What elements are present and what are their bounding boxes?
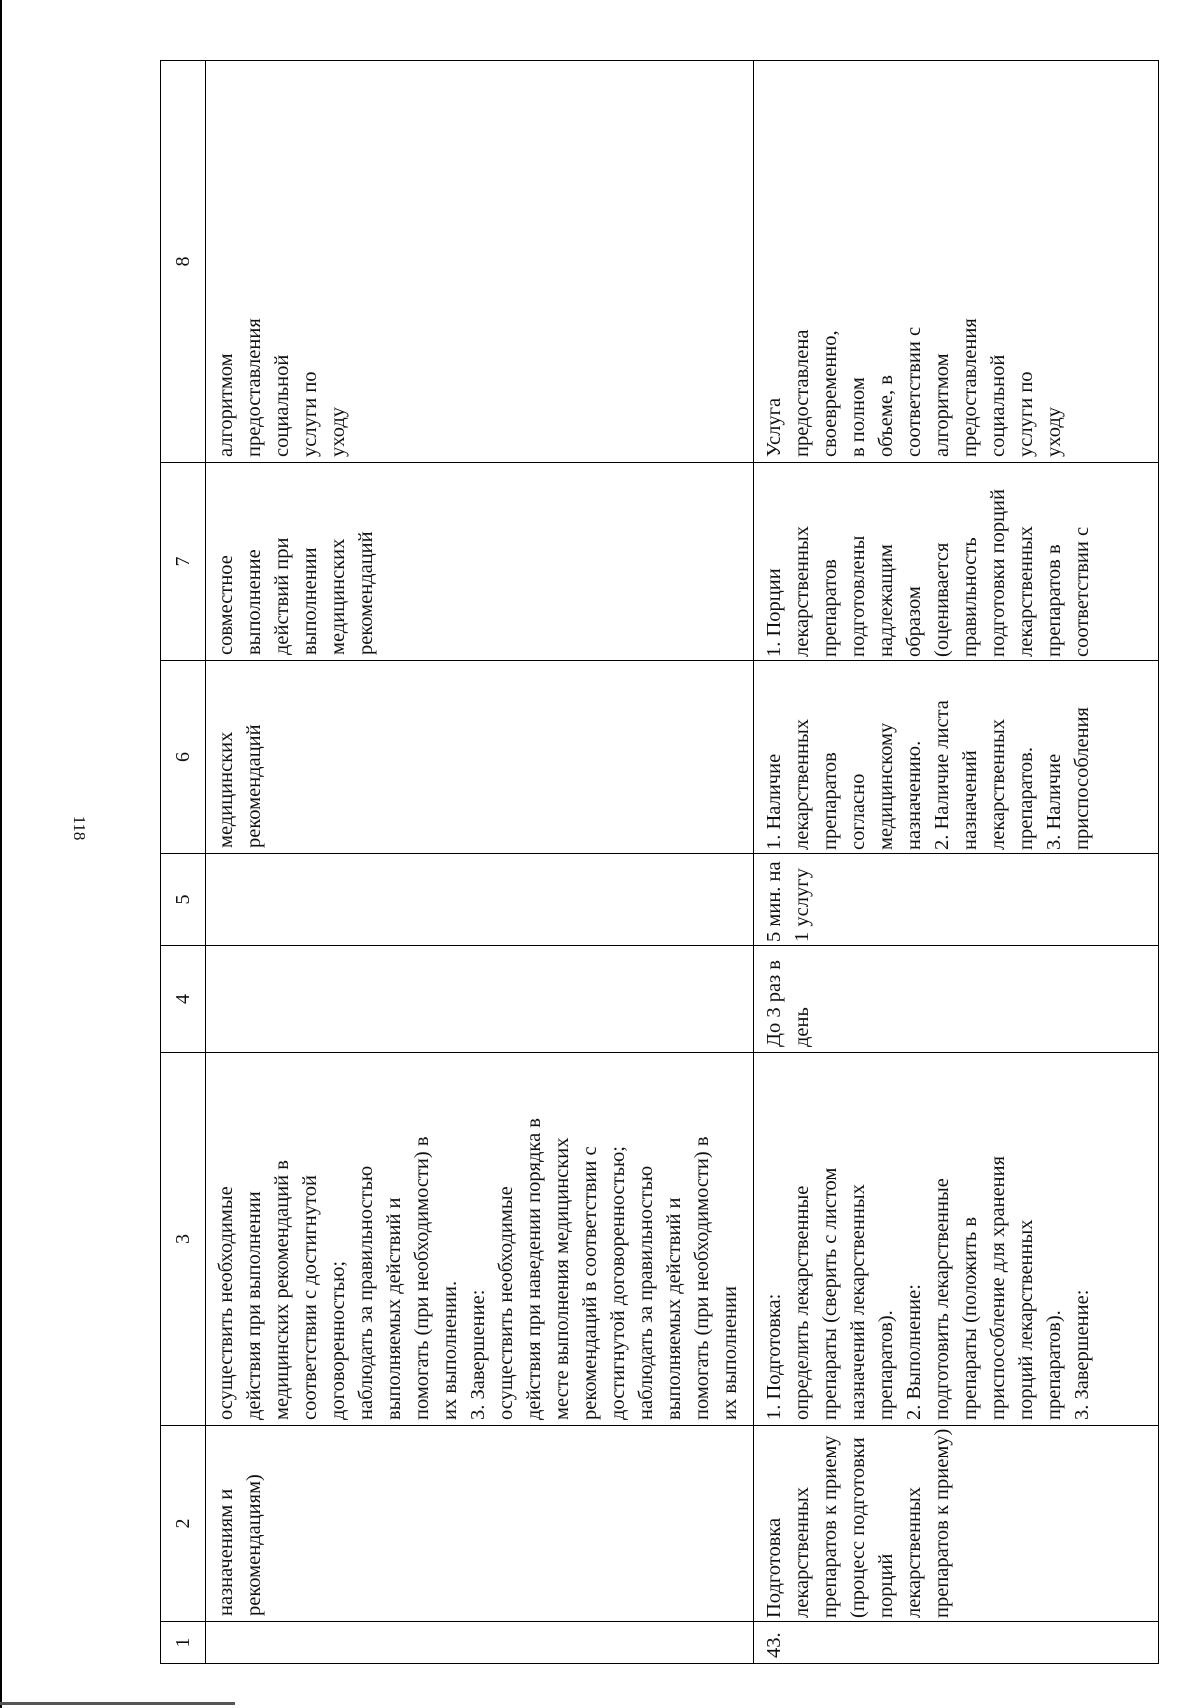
conditions-cell: 1. Наличие лекарственных препаратов согласно медицинскому назначению. 2. Наличие листа назначений лекарственных препаратов. 3. Наличие приспособления (754, 661, 1159, 854)
row-number-cell (206, 1622, 754, 1664)
column-header: 2 (161, 1426, 206, 1622)
scan-edge-bottom (0, 1702, 235, 1705)
result-evaluation-cell: алгоритмом предоставления социальной услуги по уходу (206, 61, 754, 463)
services-table (160, 60, 1159, 1664)
table-header-row (161, 61, 206, 1664)
frequency-cell: До 3 раз в день (754, 946, 1159, 1053)
service-name-cell: Подготовка лекарственных препаратов к приему (процесс подготовки порций лекарственных препаратов к приему) (754, 1426, 1159, 1622)
column-header: 8 (161, 61, 206, 463)
table-row (754, 61, 1159, 1664)
service-procedure-cell: 1. Подготовка: определить лекарственные препараты (сверить с листом назначений лекарственных препаратов). 2. Выполнение: подготовить лекарственные препараты (положить в приспособление для хранения порций лекарственных препаратов). 3. Завершение: (754, 1053, 1159, 1426)
column-header: 1 (161, 1622, 206, 1664)
column-header: 7 (161, 463, 206, 661)
duration-cell (206, 854, 754, 946)
quality-indicators-cell: 1. Порции лекарственных препаратов подготовлены надлежащим образом (оценивается правильность подготовки порций лекарственных препаратов в соответствии с (754, 463, 1159, 661)
quality-indicators-cell: совместное выполнение действий при выполнении медицинских рекомендаций (206, 463, 754, 661)
column-header: 6 (161, 661, 206, 854)
column-header: 4 (161, 946, 206, 1053)
scan-edge (0, 0, 2, 1708)
table-row (206, 61, 754, 1664)
column-header: 5 (161, 854, 206, 946)
page-number: 118 (70, 815, 89, 841)
duration-cell: 5 мин. на 1 услугу (754, 854, 1159, 946)
conditions-cell: медицинских рекомендаций (206, 661, 754, 854)
result-evaluation-cell: Услуга предоставлена своевременно, в полном объеме, в соответствии с алгоритмом предоставления социальной услуги по уходу (754, 61, 1159, 463)
rotated-page (160, 61, 1158, 1664)
service-name-cell: назначениям и рекомендациям) (206, 1426, 754, 1622)
column-header: 3 (161, 1053, 206, 1426)
service-procedure-cell: осуществить необходимые действия при выполнении медицинских рекомендаций в соответствии с достигнутой договоренностью; наблюдать за правильностью выполняемых действий и помогать (при необходимости) в их выполнении. 3. Завершение: осуществить необходимые действия при наведении порядка в месте выполнения медицинских рекомендаций в соответствии с достигнутой договоренностью; наблюдать за правильностью выполняемых действий и помогать (при необходимости) в их выполнении (206, 1053, 754, 1426)
frequency-cell (206, 946, 754, 1053)
row-number-cell: 43. (754, 1622, 1159, 1664)
